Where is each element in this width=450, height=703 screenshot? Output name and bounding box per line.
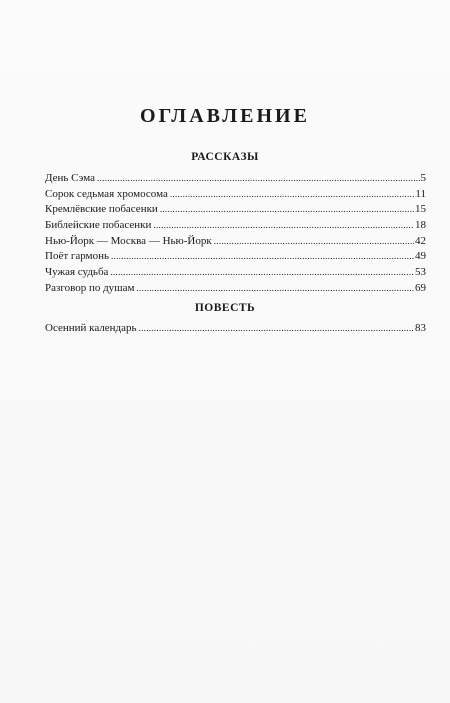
toc-entry [45, 281, 426, 297]
toc-list-novella [45, 321, 426, 337]
toc-entry [45, 234, 426, 250]
toc-entry [45, 218, 426, 234]
toc-entry [45, 187, 426, 203]
dot-leader [111, 249, 414, 265]
section-heading-stories: РАССКАЗЫ [191, 151, 259, 163]
toc-list-stories [45, 171, 426, 297]
toc-entry-page: 5 [420, 172, 426, 184]
toc-entry-page: 69 [415, 281, 426, 294]
toc-entry-page: 49 [415, 250, 426, 263]
section-heading-novella: ПОВЕСТЬ [194, 302, 256, 314]
dot-leader [139, 321, 414, 337]
toc-entry-title: Кремлёвские побасенки [45, 203, 158, 216]
dot-leader [170, 187, 415, 203]
toc-entry [45, 249, 426, 265]
toc-entry-page: 15 [415, 203, 426, 216]
dot-leader [110, 265, 414, 281]
toc-entry-title: Чужая судьба [45, 266, 109, 279]
page-title: ОГЛАВЛЕНИЕ [140, 105, 310, 127]
dot-leader [153, 218, 414, 234]
toc-entry-page: 83 [415, 322, 426, 334]
toc-entry-title: Библейские побасенки [45, 219, 152, 232]
toc-entry-page: 18 [415, 219, 426, 232]
toc-entry [45, 171, 426, 187]
toc-entry [45, 202, 426, 218]
toc-entry-page: 42 [415, 234, 426, 247]
dot-leader [214, 234, 414, 250]
dot-leader [97, 171, 419, 187]
toc-entry-title: Нью-Йорк — Москва — Нью-Йорк [45, 234, 212, 247]
toc-entry [45, 265, 426, 281]
toc-entry-title: День Сэма [45, 172, 96, 184]
toc-entry-title: Осенний календарь [45, 322, 137, 334]
dot-leader [137, 281, 415, 297]
toc-entry-page: 53 [415, 266, 426, 279]
dot-leader [160, 202, 414, 218]
toc-entry-title: Разговор по душам [45, 281, 135, 294]
toc-entry [45, 321, 426, 337]
toc-entry-page: 11 [415, 187, 426, 200]
toc-entry-title: Поёт гармонь [45, 250, 109, 263]
toc-entry-title: Сорок седьмая хромосома [45, 187, 168, 200]
